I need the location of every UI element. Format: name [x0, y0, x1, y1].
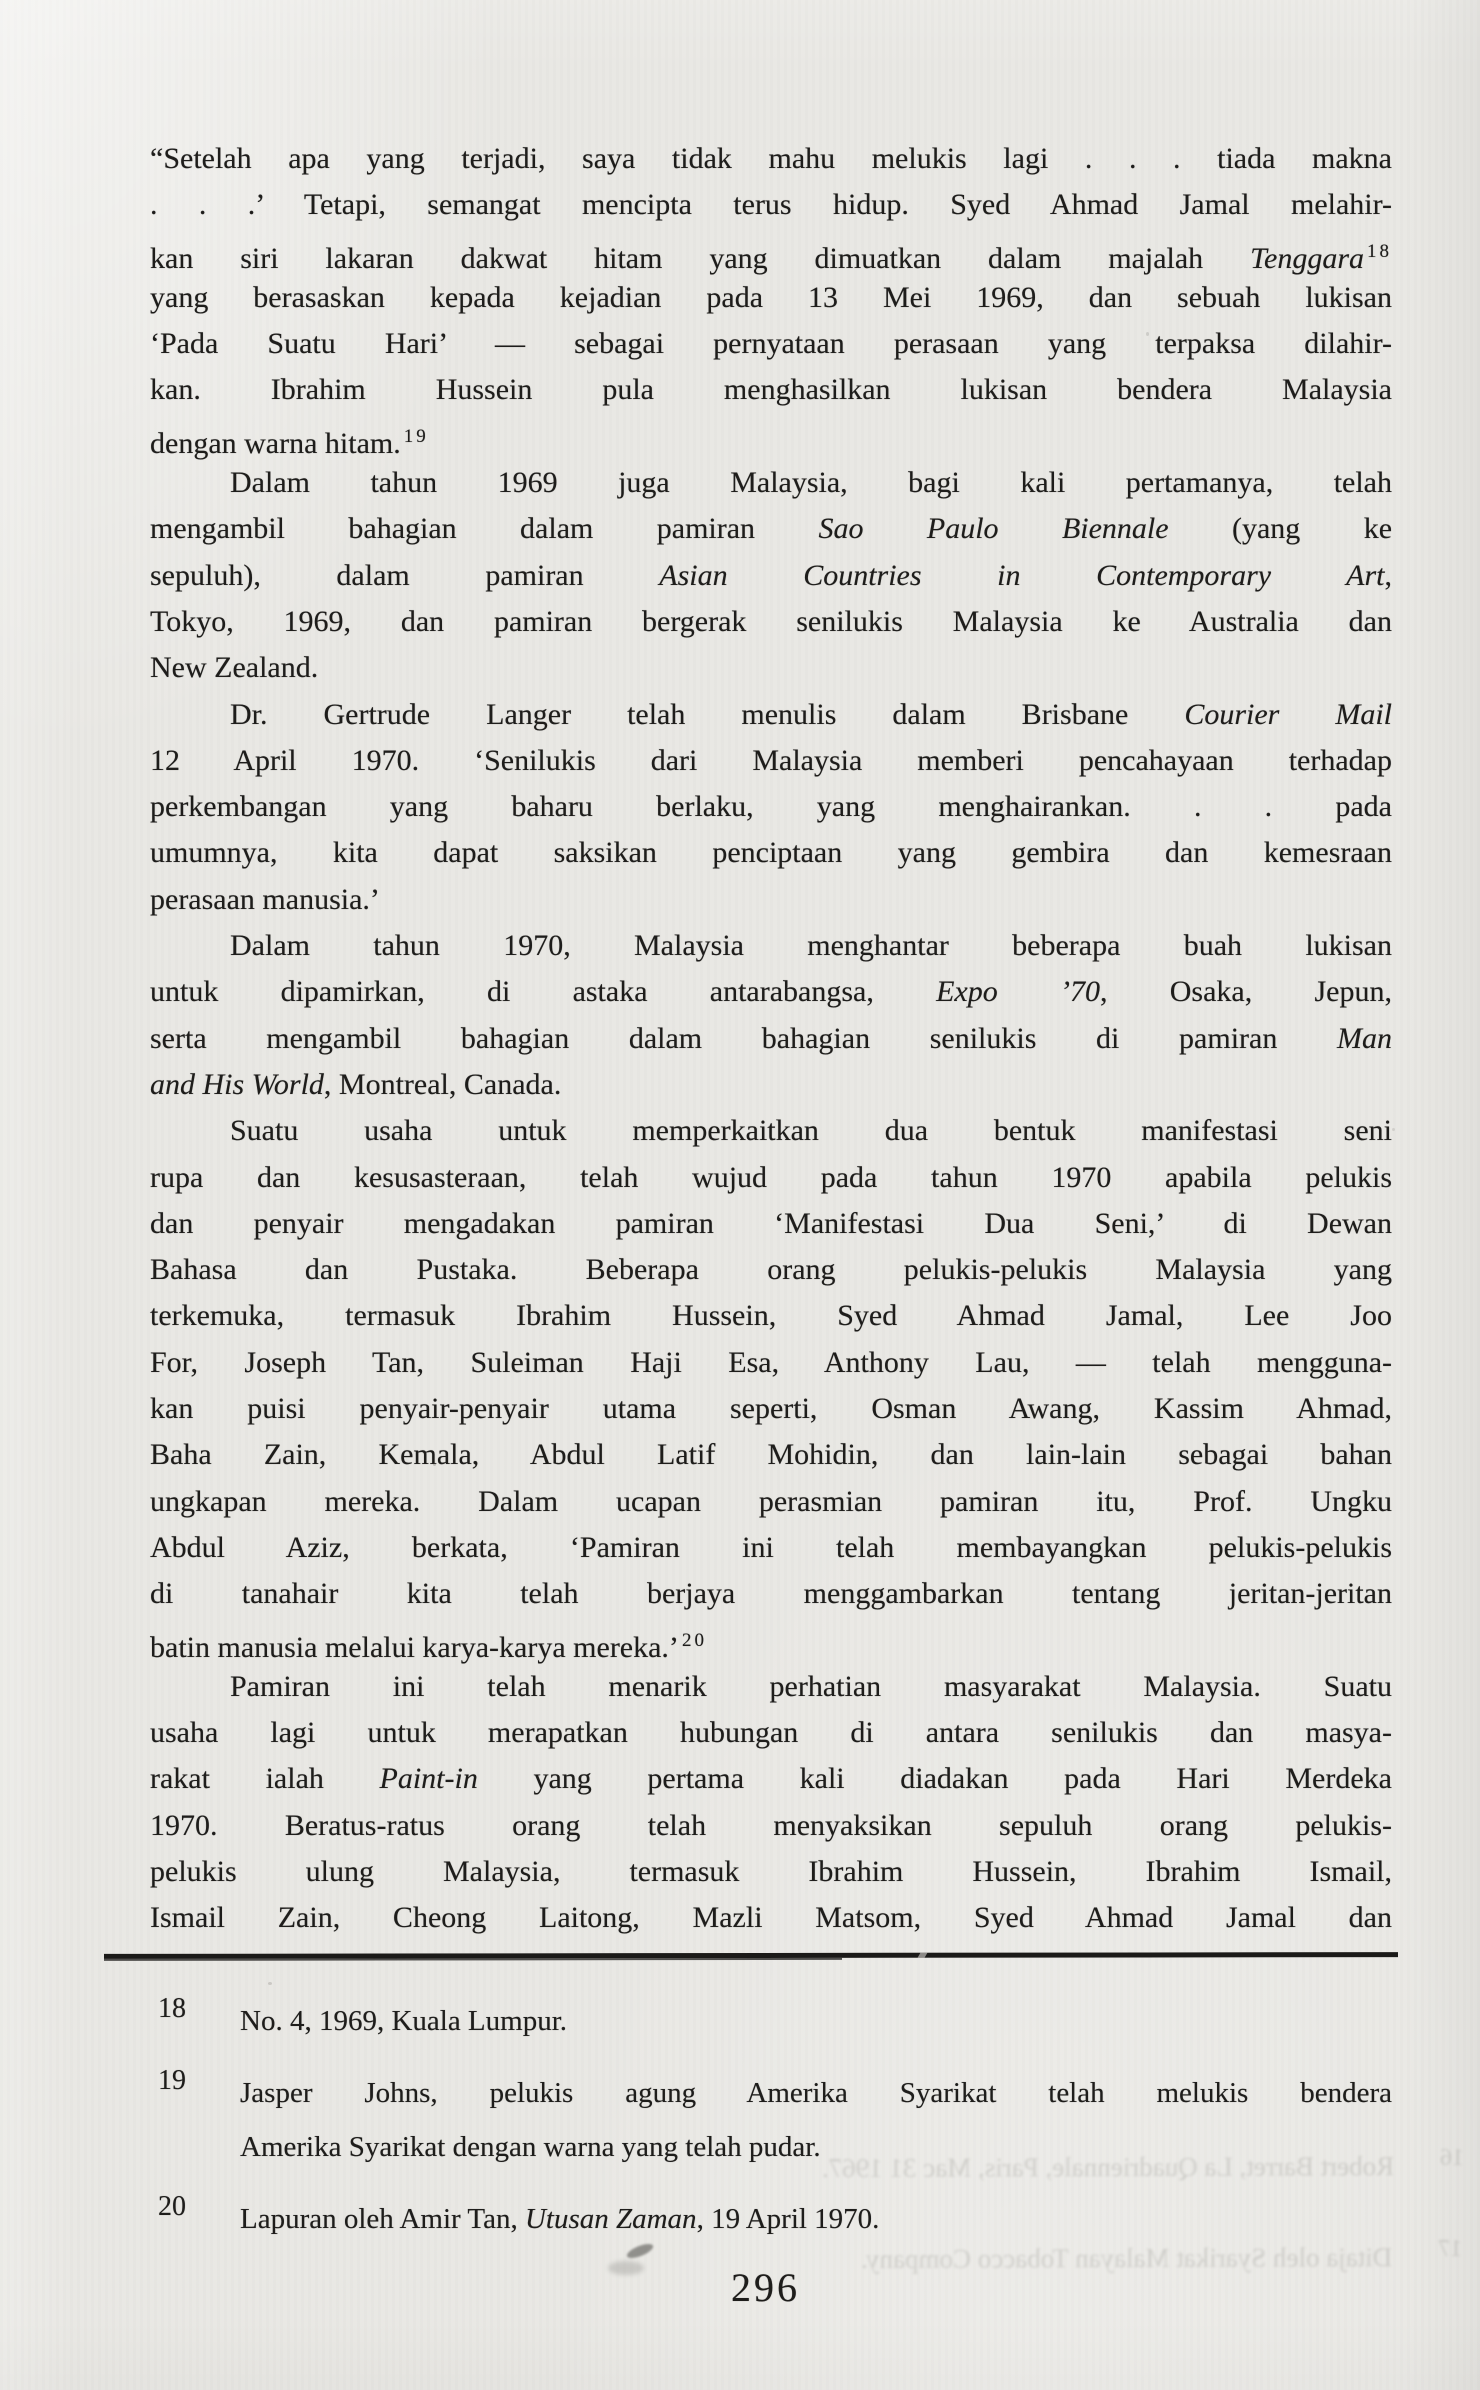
text-line	[150, 692, 1392, 738]
text-line	[150, 1710, 1392, 1756]
text-segment: terkemuka, termasuk Ibrahim Hussein, Syed Ahmad Jamal, Lee Joo	[150, 1299, 1392, 1333]
text-segment: Asian Countries in Contemporary Art	[659, 558, 1385, 592]
text-line	[150, 1525, 1392, 1571]
text-line	[150, 460, 1392, 506]
text-segment: rupa dan kesusasteraan, telah wujud pada tahun 1970 apabila pelukis	[150, 1160, 1392, 1194]
text-line	[150, 275, 1392, 321]
text-line	[150, 923, 1392, 969]
text-segment: , 19 April 1970.	[696, 2203, 880, 2235]
text-line	[150, 182, 1392, 228]
text-line	[150, 414, 1392, 460]
text-segment: Abdul Aziz, berkata, ‘Pamiran ini telah membayangkan pelukis-pelukis	[150, 1530, 1392, 1564]
dust-speck	[1392, 1128, 1395, 1131]
text-segment: perkembangan yang baharu berlaku, yang menghairankan. . . pada	[150, 790, 1392, 824]
text-line	[150, 1618, 1392, 1664]
paragraph	[150, 923, 1392, 1108]
text-line	[150, 1108, 1392, 1154]
text-segment: (yang ke	[1168, 512, 1393, 546]
text-segment: usaha lagi untuk merapatkan hubungan di antara senilukis dan masya-	[150, 1716, 1392, 1750]
text-line	[150, 1155, 1392, 1201]
text-segment: For, Joseph Tan, Suleiman Haji Esa, Anthony Lau, — telah mengguna-	[150, 1345, 1392, 1379]
text-segment: No. 4, 1969, Kuala Lumpur.	[240, 2005, 568, 2037]
text-line	[150, 1386, 1392, 1432]
text-line	[240, 2066, 1392, 2120]
text-segment: Dalam tahun 1969 juga Malaysia, bagi kali pertamanya, telah	[230, 466, 1392, 500]
text-segment: Jasper Johns, pelukis agung Amerika Syarikat telah melukis bendera	[240, 2077, 1392, 2109]
text-segment: mengambil bahagian dalam pamiran	[150, 512, 819, 546]
footnotes	[150, 1993, 1395, 2264]
text-line	[150, 553, 1392, 599]
text-segment: Dr. Gertrude Langer telah menulis dalam Brisbane	[230, 697, 1185, 731]
text-segment: yang pertama kali diadakan pada Hari Merdeka	[477, 1762, 1392, 1796]
ghost-footnote-text: Ditaja oleh Syarikat Malayan Tobacco Company.	[860, 2242, 1393, 2275]
text-line	[150, 1247, 1392, 1293]
text-segment: pelukis ulung Malaysia, termasuk Ibrahim Hussein, Ibrahim Ismail,	[150, 1854, 1392, 1888]
text-line	[150, 784, 1392, 830]
show-through-ghost-text	[860, 2235, 1463, 2275]
footnote-reference-superscript: 18	[1367, 240, 1392, 262]
text-line	[150, 1340, 1392, 1386]
text-segment: perasaan manusia.’	[150, 882, 380, 916]
text-line	[240, 2192, 1392, 2246]
text-line	[150, 1062, 1392, 1108]
text-segment: rakat ialah	[150, 1762, 380, 1796]
text-segment: batin manusia melalui karya-karya mereka.’	[150, 1630, 679, 1664]
text-segment: , Osaka, Jepun,	[1100, 975, 1392, 1009]
text-segment: Courier Mail	[1184, 697, 1393, 731]
paragraph	[150, 1664, 1392, 1942]
text-line	[150, 229, 1392, 275]
text-line	[150, 1201, 1392, 1247]
text-segment: . . .’ Tetapi, semangat mencipta terus hidup. Syed Ahmad Jamal melahir-	[150, 188, 1392, 222]
footnote-text	[240, 1994, 1392, 2048]
page-number: 296	[731, 2265, 800, 2310]
text-segment: yang berasaskan kepada kejadian pada 13 Mei 1969, dan sebuah lukisan	[150, 280, 1392, 314]
text-segment: Ismail Zain, Cheong Laitong, Mazli Matsom, Syed Ahmad Jamal dan	[150, 1901, 1392, 1935]
paragraph	[150, 136, 1392, 460]
text-segment: Baha Zain, Kemala, Abdul Latif Mohidin, dan lain-lain sebagai bahan	[150, 1438, 1392, 1472]
text-segment: Bahasa dan Pustaka. Beberapa orang pelukis-pelukis Malaysia yang	[150, 1253, 1392, 1287]
text-line	[150, 1664, 1392, 1710]
text-line	[150, 1571, 1392, 1617]
text-line	[150, 830, 1392, 876]
text-line	[150, 1479, 1392, 1525]
paragraph	[150, 460, 1392, 691]
text-segment: umumnya, kita dapat saksikan penciptaan yang gembira dan kemesraan	[150, 836, 1392, 870]
text-line	[150, 506, 1392, 552]
text-segment: New Zealand.	[150, 651, 319, 685]
text-segment: Man	[1337, 1021, 1392, 1055]
text-line	[150, 599, 1392, 645]
text-segment: 12 April 1970. ‘Senilukis dari Malaysia memberi pencahayaan terhadap	[150, 743, 1392, 777]
text-line	[150, 969, 1392, 1015]
text-segment: ungkapan mereka. Dalam ucapan perasmian pamiran itu, Prof. Ungku	[150, 1484, 1392, 1518]
text-line	[150, 321, 1392, 367]
text-segment: Paint-in	[379, 1762, 478, 1796]
text-line	[240, 1994, 1392, 2048]
text-line	[150, 1293, 1392, 1339]
paragraph	[150, 692, 1392, 923]
text-segment: serta mengambil bahagian dalam bahagian senilukis di pamiran	[150, 1021, 1337, 1055]
text-segment: ‘Pada Suatu Hari’ — sebagai pernyataan perasaan yang terpaksa dilahir-	[150, 327, 1392, 361]
dust-speck	[1146, 332, 1149, 336]
text-line	[150, 1756, 1392, 1802]
text-line	[150, 1895, 1392, 1941]
text-segment: “Setelah apa yang terjadi, saya tidak mahu melukis lagi . . . tiada makna	[150, 142, 1392, 175]
text-line	[150, 877, 1392, 923]
text-segment: di tanahair kita telah berjaya menggambarkan tentang jeritan-jeritan	[150, 1577, 1392, 1611]
text-segment: Amerika Syarikat dengan warna yang telah pudar.	[240, 2131, 821, 2163]
ghost-footnote-number: 17	[1437, 2235, 1463, 2263]
text-line	[150, 1432, 1392, 1478]
text-line	[150, 645, 1392, 691]
text-segment: dengan warna hitam.	[150, 426, 401, 460]
text-segment: Expo ’70	[936, 975, 1100, 1009]
footnote	[150, 1994, 1392, 2048]
ghost-footnote-number: 16	[1439, 2144, 1465, 2171]
text-segment: ,	[1384, 558, 1392, 592]
text-segment: Lapuran oleh Amir Tan,	[240, 2203, 525, 2235]
text-segment: kan siri lakaran dakwat hitam yang dimuatkan dalam majalah	[150, 241, 1251, 275]
text-segment: Dalam tahun 1970, Malaysia menghantar beberapa buah lukisan	[230, 929, 1392, 963]
footnote	[150, 2192, 1392, 2246]
ink-smudge	[608, 2261, 644, 2275]
ghost-footnote-text: Robert Barret, La Quadriennale, Paris, Mac 31 1967.	[821, 2151, 1395, 2184]
show-through-ghost-text	[821, 2144, 1465, 2184]
text-segment: Sao Paulo Biennale	[818, 512, 1169, 546]
text-segment: dan penyair mengadakan pamiran ‘Manifestasi Dua Seni,’ di Dewan	[150, 1206, 1392, 1240]
footnote-number: 18	[158, 1993, 186, 2024]
text-segment: , Montreal, Canada.	[323, 1067, 562, 1101]
footnote-reference-superscript: 20	[681, 1629, 707, 1651]
footnote-number: 19	[158, 2065, 186, 2096]
text-segment: untuk dipamirkan, di astaka antarabangsa,	[150, 975, 937, 1009]
footnote-reference-superscript: 19	[403, 425, 429, 447]
text-segment: 1970. Beratus-ratus orang telah menyaksikan sepuluh orang pelukis-	[150, 1808, 1392, 1842]
text-segment: Suatu usaha untuk memperkaitkan dua bentuk manifestasi seni	[230, 1114, 1392, 1148]
paragraph	[150, 1108, 1392, 1664]
text-segment: kan. Ibrahim Hussein pula menghasilkan lukisan bendera Malaysia	[150, 373, 1392, 407]
text-segment: Utusan Zaman	[524, 2203, 697, 2235]
footnote-text	[240, 2192, 1392, 2246]
dust-speck	[433, 1463, 436, 1466]
text-segment: Tokyo, 1969, dan pamiran bergerak senilukis Malaysia ke Australia dan	[150, 604, 1392, 638]
text-segment: Pamiran ini telah menarik perhatian masyarakat Malaysia. Suatu	[230, 1669, 1392, 1703]
text-line	[150, 136, 1392, 182]
text-segment: Tenggara	[1250, 241, 1364, 275]
dust-speck	[268, 1982, 272, 1985]
body-text	[150, 136, 1392, 1942]
text-line	[150, 1849, 1392, 1895]
text-line	[150, 1016, 1392, 1062]
text-segment: sepuluh), dalam pamiran	[150, 558, 660, 592]
footnote-separator-rule	[104, 1952, 1398, 1959]
text-line	[150, 367, 1392, 413]
text-segment: and His World	[150, 1067, 324, 1101]
text-segment: kan puisi penyair-penyair utama seperti, Osman Awang, Kassim Ahmad,	[150, 1392, 1392, 1426]
text-line	[150, 738, 1392, 784]
footnote-number: 20	[158, 2191, 186, 2222]
text-line	[150, 1803, 1392, 1849]
